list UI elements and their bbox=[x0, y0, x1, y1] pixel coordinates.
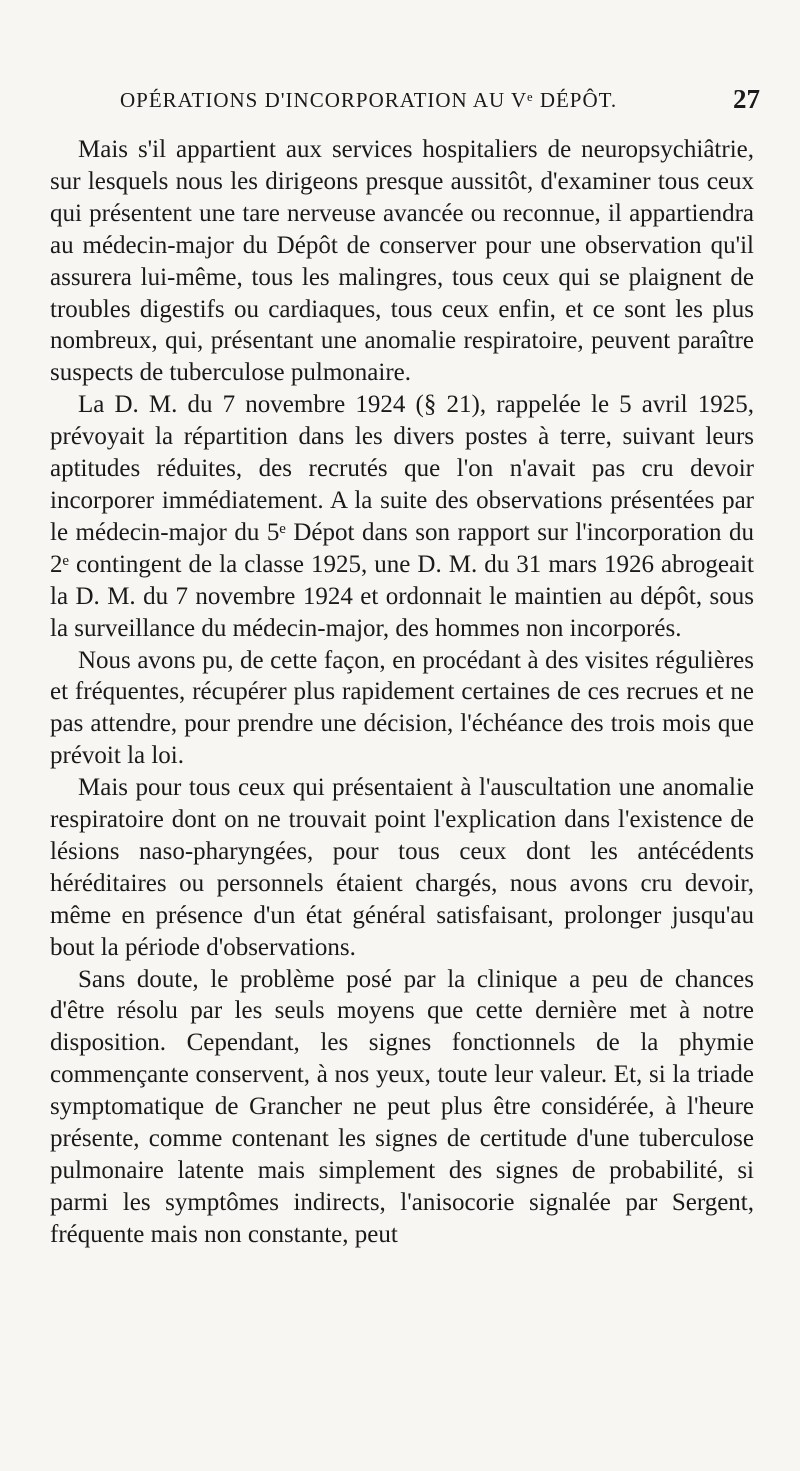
body-text bbox=[50, 134, 754, 1251]
running-title: OPÉRATIONS D'INCORPORATION AU Vᵉ DÉPÔT. bbox=[120, 88, 618, 112]
paragraph: Sans doute, le problème posé par la clinique a peu de chances d'être résolu par les seuls moyens que cette dernière met à notre disposition. Cependant, les signes fonctionnels de la phymie commençante conservent, à nos yeux, toute leur valeur. Et, si la triade symptomatique de Grancher ne peut plus être considérée, à l'heure présente, comme contenant les signes de certitude d'une tuberculose pulmonaire latente mais simplement des signes de probabilité, si parmi les symptômes indirects, l'anisocorie signalée par Sergent, fréquente mais non constante, peut bbox=[50, 965, 754, 1248]
paragraph: La D. M. du 7 novembre 1924 (§ 21), rappelée le 5 avril 1925, prévoyait la répartition dans les divers postes à terre, suivant leurs aptitudes réduites, des recrutés que l'on n'avait pas cru devoir incorporer immédiatement. A la suite des observations présentées par le médecin-major du 5ᵉ Dépot dans son rapport sur l'incorporation du 2ᵉ contingent de la classe 1925, une D. M. du 31 mars 1926 abrogeait la D. M. du 7 novembre 1924 et ordonnait le maintien au dépôt, sous la surveillance du médecin-major, des hommes non incorporés. bbox=[50, 391, 754, 642]
running-head bbox=[60, 84, 760, 118]
paragraph: Nous avons pu, de cette façon, en procédant à des visites régulières et fréquentes, récupérer plus rapidement certaines de ces recrues et ne pas attendre, pour prendre une décision, l'échéance des trois mois que prévoit la loi. bbox=[50, 646, 754, 770]
page-number: 27 bbox=[733, 84, 760, 114]
paragraph: Mais s'il appartient aux services hospitaliers de neuropsychiâtrie, sur lesquels nous les dirigeons presque aussitôt, d'examiner tous ceux qui présentent une tare nerveuse avancée ou reconnue, il appartiendra au médecin-major du Dépôt de conserver pour une observation qu'il assurera lui-même, tous les malingres, tous ceux qui se plaignent de troubles digestifs ou cardiaques, tous ceux enfin, et ce sont les plus nombreux, qui, présentant une anomalie respiratoire, peuvent paraître suspects de tuberculose pulmonaire. bbox=[50, 136, 754, 387]
paragraph: Mais pour tous ceux qui présentaient à l'auscultation une anomalie respiratoire dont on ne trouvait point l'explication dans l'existence de lésions naso-pharyngées, pour tous ceux dont les antécédents héréditaires ou personnels étaient chargés, nous avons cru devoir, même en présence d'un état général satisfaisant, prolonger jusqu'au bout la période d'observations. bbox=[50, 774, 754, 961]
